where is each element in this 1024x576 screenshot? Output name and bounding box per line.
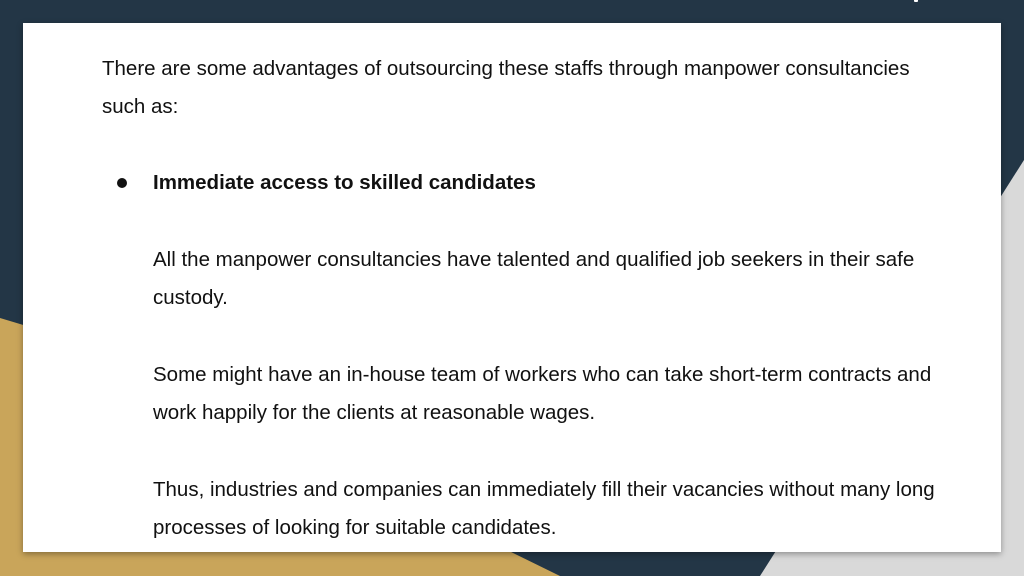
corner-mark <box>914 0 918 2</box>
paragraph-1: All the manpower consultancies have talented and qualified job seekers in their safe custody. <box>153 248 915 309</box>
bullet-dot-icon <box>117 178 127 188</box>
paragraph-3: Thus, industries and companies can immediately fill their vacancies without many long processes of looking for suitable candidates. <box>153 478 935 539</box>
bullet-heading: Immediate access to skilled candidates <box>153 171 536 194</box>
intro-text: There are some advantages of outsourcing these staffs through manpower consultancies such as: <box>102 57 910 118</box>
slide-card <box>23 23 1001 552</box>
paragraph-2: Some might have an in-house team of workers who can take short-term contracts and work happily for the clients at reasonable wages. <box>153 363 932 424</box>
bullet-item <box>117 164 917 202</box>
